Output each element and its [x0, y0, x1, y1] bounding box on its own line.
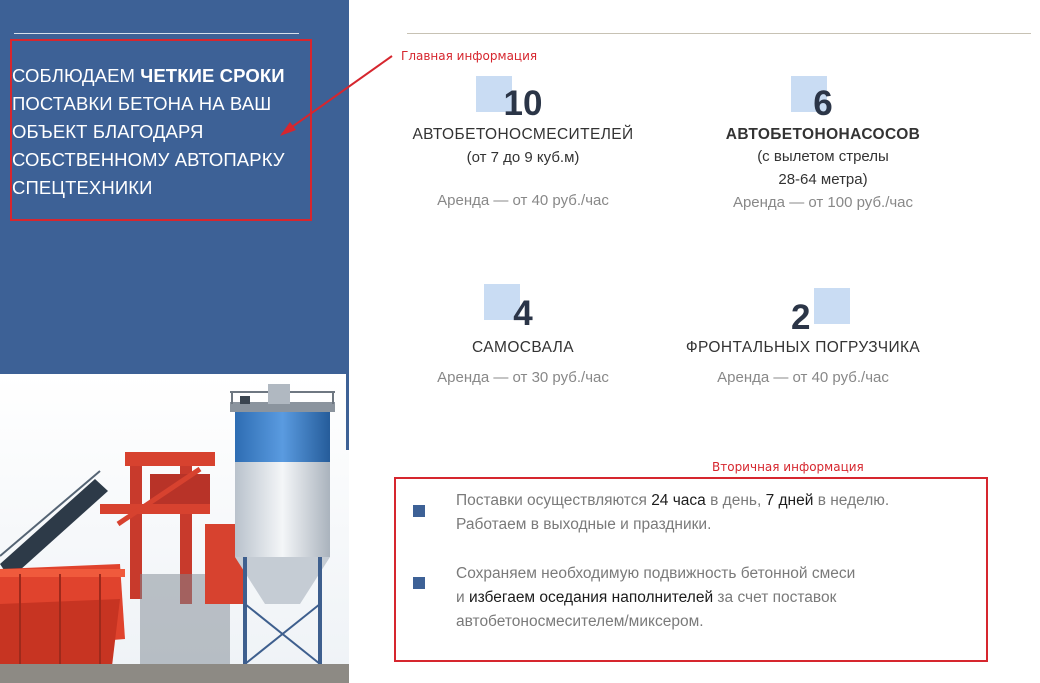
stat-title: АВТОБЕТОНОНАСОСОВ	[725, 126, 921, 143]
primary-info-label: Главная информация	[401, 49, 538, 63]
stat-price: Аренда — от 40 руб./час	[437, 192, 609, 209]
panel-edge-strip	[346, 374, 349, 450]
stat-number: 2	[791, 298, 811, 337]
headline-highlight: ЧЕТКИЕ СРОКИ	[140, 65, 285, 86]
concrete-plant-image	[0, 374, 349, 683]
stat-number: 4	[513, 294, 533, 333]
stat-title: ФРОНТАЛЬНЫХ ПОГРУЗЧИКА	[685, 339, 921, 356]
stat-loaders	[685, 298, 921, 389]
stat-subtitle: (с вылетом стрелы	[757, 148, 889, 165]
stat-number: 6	[813, 84, 833, 123]
stat-price: Аренда — от 30 руб./час	[437, 369, 609, 386]
secondary-info-label: Вторичная информация	[712, 460, 864, 474]
stat-subtitle: 28-64 метра)	[778, 171, 868, 188]
stat-dump-trucks	[400, 294, 646, 389]
stat-title: АВТОБЕТОНОСМЕСИТЕЛЕЙ	[412, 126, 634, 143]
stat-title: САМОСВАЛА	[472, 339, 574, 356]
primary-info-highlight	[10, 39, 312, 221]
stat-mixers	[400, 84, 646, 212]
divider-line	[407, 33, 1031, 34]
delivery-schedule-text: Поставки осуществляются 24 часа в день, 7 дней в неделю. Работаем в выходные и праздники.	[456, 492, 890, 533]
bullet-square-icon	[413, 505, 425, 517]
bullet-square-icon	[413, 577, 425, 589]
divider-line	[14, 33, 299, 34]
stat-price: Аренда — от 100 руб./час	[732, 194, 914, 211]
hero-headline: СОБЛЮДАЕМ ЧЕТКИЕ СРОКИ ПОСТАВКИ БЕТОНА НА ВАШ ОБЪЕКТ БЛАГОДАРЯ СОБСТВЕННОМУ АВТОПАРКУ СПЕЦТЕХНИКИ	[12, 65, 285, 198]
mix-quality-text: Сохраняем необходимую подвижность бетонной смеси и избегаем оседания наполнителей за счет поставок автобетоносмесителем/миксером.	[456, 565, 856, 630]
stat-subtitle: (от 7 до 9 куб.м)	[466, 149, 580, 166]
annotation-arrow-icon	[270, 50, 410, 150]
stat-price: Аренда — от 40 руб./час	[717, 369, 889, 386]
stat-number: 10	[503, 84, 543, 123]
stat-pumps	[700, 84, 946, 214]
